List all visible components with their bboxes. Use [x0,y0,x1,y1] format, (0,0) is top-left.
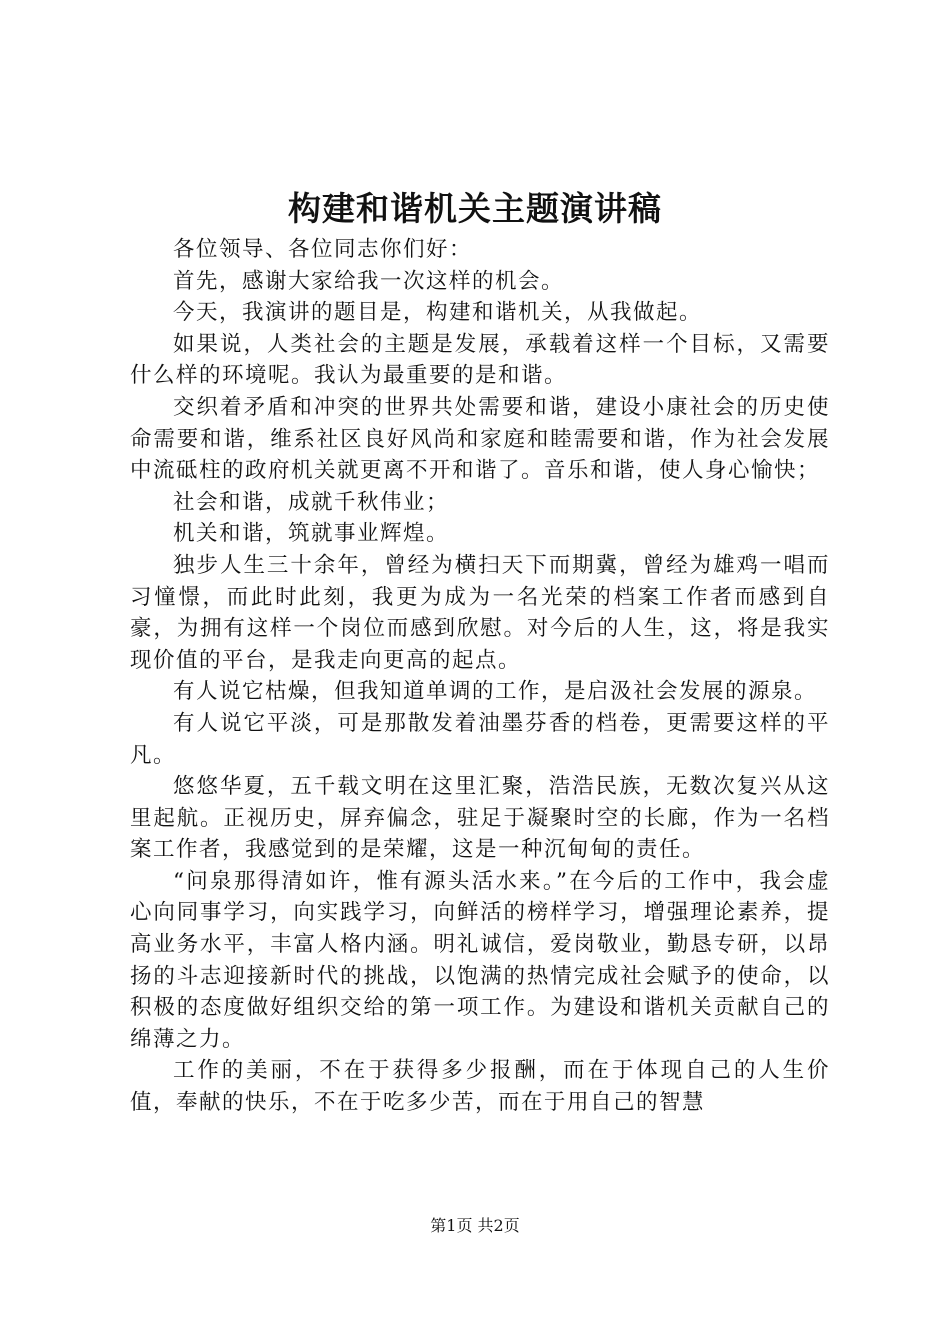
paragraph: 悠悠华夏，五千载文明在这里汇聚，浩浩民族，无数次复兴从这里起航。正视历史，屏弃偏念，驻足于凝聚时空的长廊，作为一名档案工作者，我感觉到的是荣耀，这是一种沉甸甸的责任。 [130,774,830,863]
paragraph: 今天，我演讲的题目是，构建和谐机关，从我做起。 [173,300,703,326]
paragraph: “问泉那得清如许，惟有源头活水来。”在今后的工作中，我会虚心向同事学习，向实践学习，向鲜活的榜样学习，增强理论素养，提高业务水平，丰富人格内涵。明礼诚信，爱岗敬业，勤恳专研，以昂扬的斗志迎接新时代的挑战，以饱满的热情完成社会赋予的使命，以积极的态度做好组织交给的第一项工作。为建设和谐机关贡献自己的绵薄之力。 [130,868,830,1052]
page-footer: 第1页 共2页 [430,1216,520,1235]
paragraph: 有人说它枯燥，但我知道单调的工作，是启汲社会发展的源泉。 [173,679,818,705]
document-body [130,234,830,1119]
paragraph: 独步人生三十余年，曾经为横扫天下而期冀，曾经为雄鸡一唱而习憧憬，而此时此刻，我更为成为一名光荣的档案工作者而感到自豪，为拥有这样一个岗位而感到欣慰。对今后的人生，这，将是我实现价值的平台，是我走向更高的起点。 [130,552,830,673]
paragraph: 有人说它平淡，可是那散发着油墨芬香的档卷，更需要这样的平凡。 [130,710,830,768]
paragraph: 首先，感谢大家给我一次这样的机会。 [173,268,565,294]
paragraph: 机关和谐，筑就事业辉煌。 [173,521,450,547]
document-title: 构建和谐机关主题演讲稿 [288,189,662,228]
paragraph: 如果说，人类社会的主题是发展，承载着这样一个目标，又需要什么样的环境呢。我认为最重要的是和谐。 [130,331,830,389]
paragraph: 交织着矛盾和冲突的世界共处需要和谐，建设小康社会的历史使命需要和谐，维系社区良好风尚和家庭和睦需要和谐，作为社会发展中流砥柱的政府机关就更离不开和谐了。音乐和谐，使人身心愉快； [130,394,830,484]
paragraph-greeting: 各位领导、各位同志你们好： [173,237,473,262]
paragraph: 社会和谐，成就千秋伟业； [173,489,450,515]
paragraph: 工作的美丽，不在于获得多少报酬，而在于体现自己的人生价值，奉献的快乐，不在于吃多少苦，而在于用自己的智慧 [130,1058,830,1116]
